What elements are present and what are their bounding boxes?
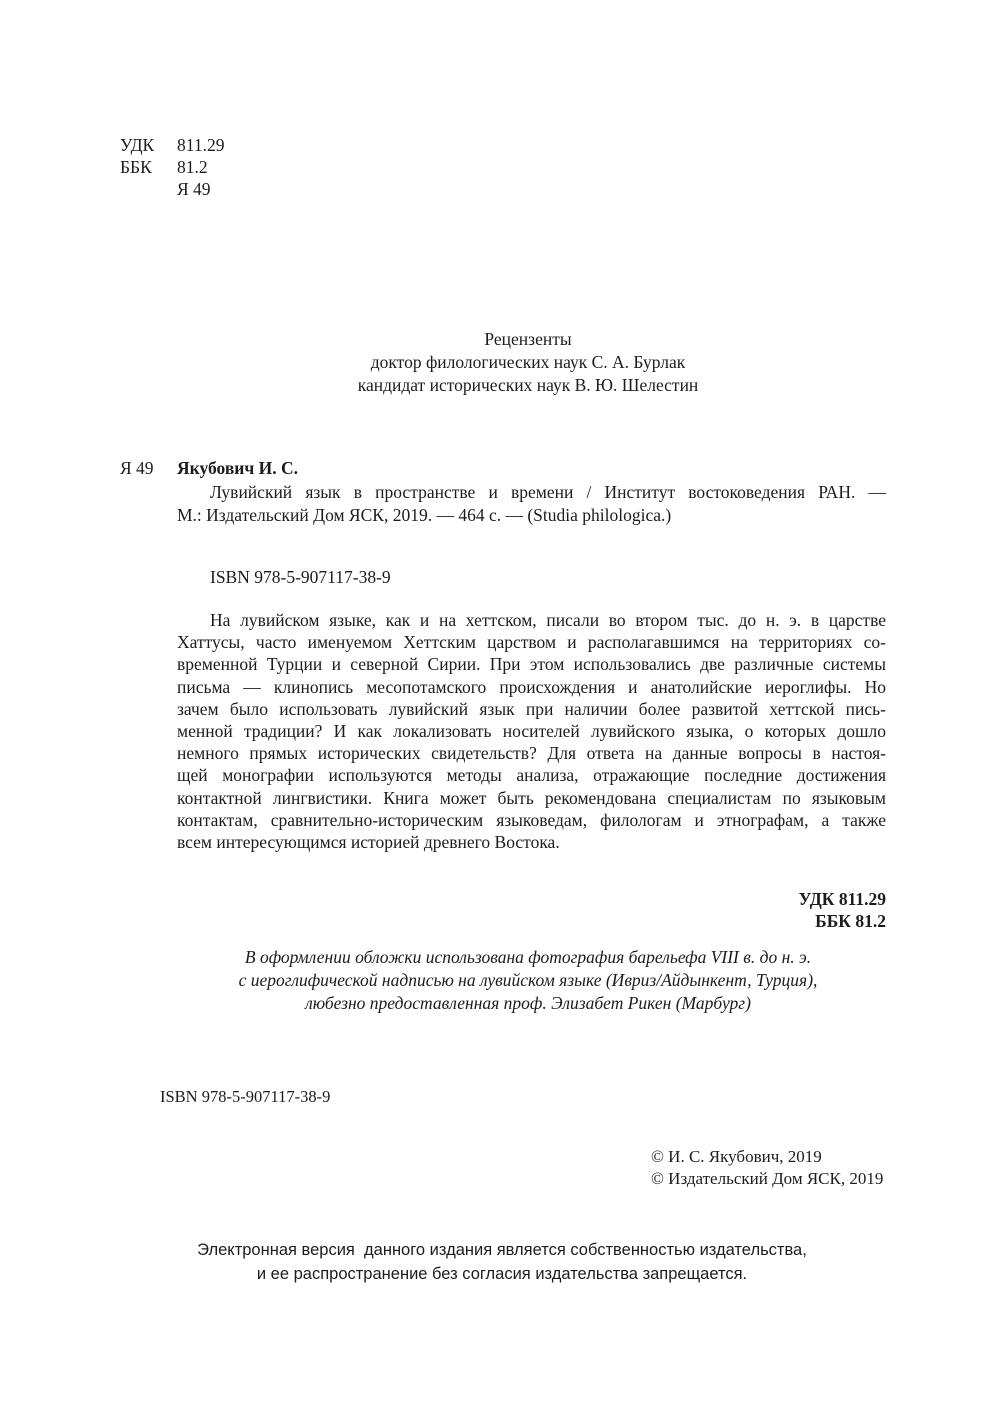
ebook-notice [0,1238,1004,1286]
copyright-block [651,1146,883,1190]
classification-right [799,888,886,932]
udk-value: 811.29 [177,135,225,155]
ebook-notice-line: и ее распространение без согласия издательства запрещается. [256,1265,748,1283]
bbk-right: ББК 81.2 [815,911,886,931]
copyright-line: © Издательский Дом ЯСК, 2019 [651,1169,884,1188]
reviewer-line: кандидат исторических наук В. Ю. Шелестин [357,375,699,395]
bbk-label: ББК [120,157,152,177]
cover-note-line: В оформлении обложки использована фотография барельефа VIII в. до н. э. [244,947,812,967]
reviewers-block [0,328,1004,397]
cover-note-line: с иероглифической надписью на лувийском языке (Ивриз/Айдынкент, Турция), [238,970,818,990]
annotation-line: Хаттусы, часто именуемом Хеттским царством и располагавшимся на территориях со- [177,632,886,653]
annotation-line: временной Турции и северной Сирии. При этом использовались две различные системы [177,654,886,675]
annotation-line: немного прямых исторических свидетельств? Для ответа на данные вопросы в настоя- [177,743,886,764]
annotation-line: письма — клинопись месопотамского происхождения и анатолийские иероглифы. Но [177,676,886,697]
cover-note-line: любезно предоставленная проф. Элизабет Рикен (Марбург) [305,993,751,1013]
copyright-line: © И. С. Якубович, 2019 [651,1147,822,1166]
isbn-bottom: ISBN 978-5-907117-38-9 [160,1087,331,1106]
bib-title-line: М.: Издательский Дом ЯСК, 2019. — 464 с. — (Studia philologica.) [177,505,672,525]
annotation-line: зачем было использовать лувийский язык при наличии более развитой хеттской пись- [177,698,886,719]
bbk-value: 81.2 [177,157,208,177]
bib-title-line: Лувийский язык в пространстве и времени / Институт востоковедения РАН. — [210,482,886,502]
bib-isbn: ISBN 978-5-907117-38-9 [210,567,391,587]
annotation-line: щей монографии используются методы анализа, отражающие последние достижения [177,765,886,786]
ebook-notice-line: Электронная версия данного издания является собственностью издательства, [197,1241,807,1259]
cover-note [0,946,1004,1015]
reviewers-heading: Рецензенты [484,329,572,349]
bib-code: Я 49 [120,458,154,478]
reviewer-line: доктор филологических наук С. А. Бурлак [370,352,686,372]
udk-right: УДК 811.29 [798,889,886,909]
udk-label: УДК [120,135,155,155]
annotation-line: На лувийском языке, как и на хеттском, писали во втором тыс. до н. э. в царстве [210,610,886,630]
annotation-line: контактам, сравнительно-историческим языковедам, филологам и этнографам, а также [177,809,886,830]
bib-author: Якубович И. С. [177,458,298,478]
annotation-line: контактной лингвистики. Книга может быть рекомендована специалистам по языковым [177,787,886,808]
annotation-line: всем интересующимся историей древнего Востока. [177,832,560,853]
author-mark: Я 49 [177,179,211,199]
annotation-paragraph [177,609,886,853]
annotation-line: менной традиции? И как локализовать носителей лувийского языка, о которых дошло [177,721,886,742]
